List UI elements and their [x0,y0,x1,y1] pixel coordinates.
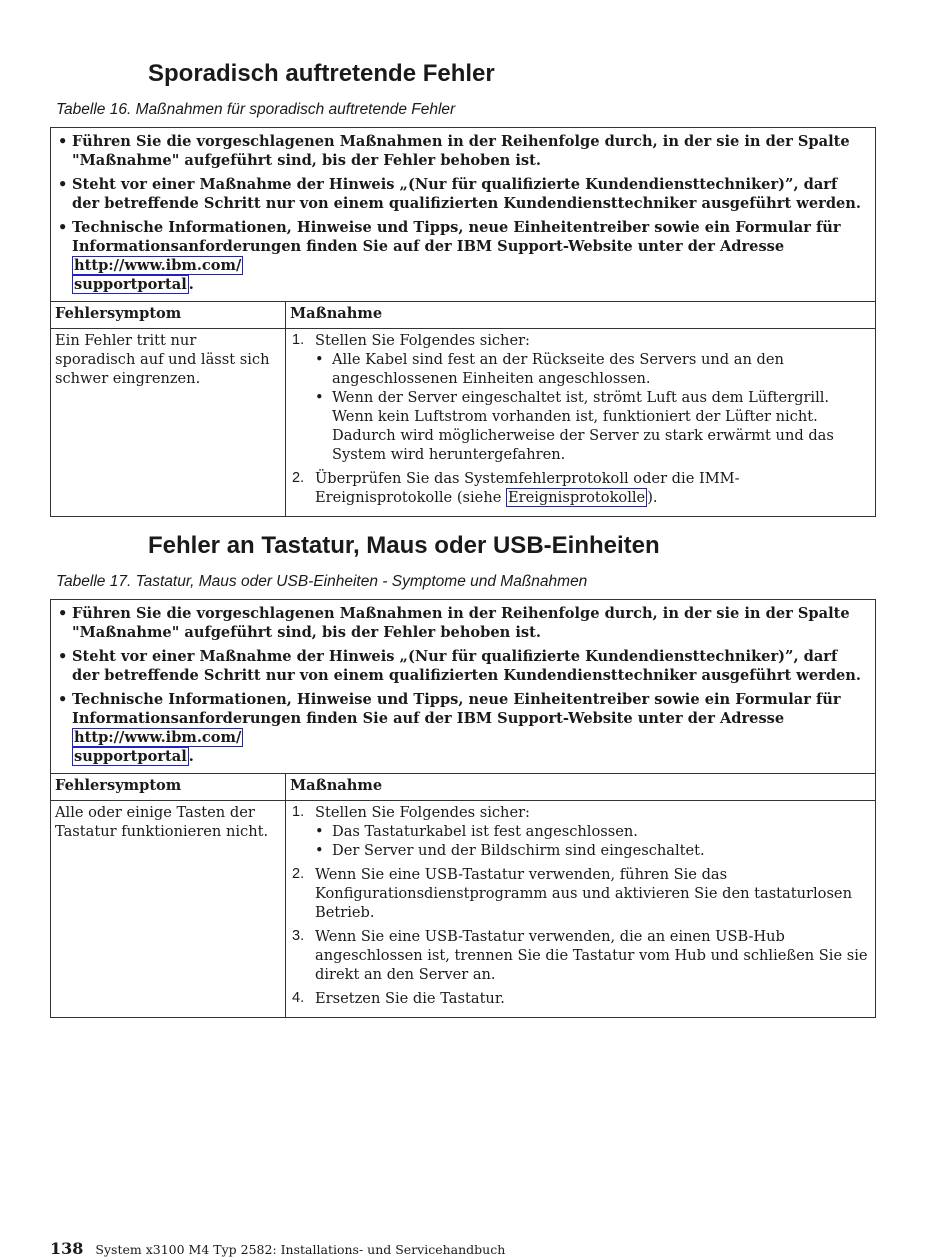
action-step: 1. Stellen Sie Folgendes sicher: • Das Tastaturkabel ist fest angeschlossen. • Der Server und der Bildschirm sind eingeschaltet. [290,803,871,860]
sub-item: • Das Tastaturkabel ist fest angeschlossen. [315,822,871,841]
table-notes [51,600,876,774]
note-item: • Steht vor einer Maßnahme der Hinweis „(Nur für qualifizierte Kundendiensttechniker)”, darf der betreffende Schritt nur von einem qualifizierten Kundendiensttechniker ausgeführt werden. [55,647,865,685]
table-caption-16: Tabelle 16. Maßnahmen für sporadisch auftretende Fehler [56,101,456,118]
sub-item: • Der Server und der Bildschirm sind eingeschaltet. [315,841,871,860]
action-cell [286,329,876,517]
column-header-symptom: Fehlersymptom [51,774,286,801]
note-item: • Technische Informationen, Hinweise und Tipps, neue Einheitentreiber sowie ein Formular für Informationsanforderungen finden Sie auf der IBM Support-Website unter der Adresse http://www.ibm.com/ supportportal . [55,690,865,766]
action-step: 1. Stellen Sie Folgendes sicher: • Alle Kabel sind fest an der Rückseite des Servers und an den angeschlossenen Einheiten angeschlossen. • Wenn der Server eingeschaltet ist, strömt Luft aus dem Lüftergrill. Wenn kein Luftstrom vorhanden ist, funktioniert der Lüfter nicht. Dadurch wird möglicherweise der Server zu stark erwärmt und das System wird heruntergefahren. [290,331,871,464]
symptom-cell: Alle oder einige Tasten der Tastatur funktionieren nicht. [51,801,286,1018]
note-item: • Steht vor einer Maßnahme der Hinweis „(Nur für qualifizierte Kundendiensttechniker)”, darf der betreffende Schritt nur von einem qualifizierten Kundendiensttechniker ausgeführt werden. [55,175,865,213]
page-number: 138 [50,1239,84,1258]
page-footer [50,1239,505,1258]
action-step: 4. Ersetzen Sie die Tastatur. [292,990,505,1007]
event-logs-link[interactable]: Ereignisprotokolle [508,489,646,506]
table-keyboard-mouse-usb [50,599,876,1018]
sub-item: • Wenn der Server eingeschaltet ist, strömt Luft aus dem Lüftergrill. Wenn kein Luftstrom vorhanden ist, funktioniert der Lüfter nicht. Dadurch wird möglicherweise der Server zu stark erwärmt und das System wird heruntergefahren. [315,388,871,464]
document-title: System x3100 M4 Typ 2582: Installations- und Servicehandbuch [95,1242,506,1257]
note-item: • Führen Sie die vorgeschlagenen Maßnahmen in der Reihenfolge durch, in der sie in der Spalte "Maßnahme" aufgeführt sind, bis der Fehler behoben ist. [55,604,865,642]
section-heading-keyboard-mouse-usb: Fehler an Tastatur, Maus oder USB-Einheiten [148,532,660,559]
note-item: • Führen Sie die vorgeschlagenen Maßnahmen in der Reihenfolge durch, in der sie in der Spalte "Maßnahme" aufgeführt sind, bis der Fehler behoben ist. [55,132,865,170]
note-item: • Technische Informationen, Hinweise und Tipps, neue Einheitentreiber sowie ein Formular für Informationsanforderungen finden Sie auf der IBM Support-Website unter der Adresse http://www.ibm.com/ supportportal . [55,218,865,294]
action-step: 2. Überprüfen Sie das Systemfehlerprotokoll oder die IMM-Ereignisprotokolle (siehe Ereignisprotokolle ). [292,470,740,506]
ibm-support-link-continued[interactable]: supportportal [74,276,187,293]
table-notes [51,128,876,302]
action-cell [286,801,876,1018]
column-header-symptom: Fehlersymptom [51,302,286,329]
table-sporadic-errors [50,127,876,517]
ibm-support-link[interactable]: http://www.ibm.com/ [74,257,242,274]
action-step: 3. Wenn Sie eine USB-Tastatur verwenden, die an einen USB-Hub angeschlossen ist, trennen Sie die Tastatur vom Hub und schließen Sie sie direkt an den Server an. [292,928,868,983]
ibm-support-link[interactable]: http://www.ibm.com/ [74,729,242,746]
column-header-action: Maßnahme [286,774,876,801]
ibm-support-link-continued[interactable]: supportportal [74,748,187,765]
action-step: 2. Wenn Sie eine USB-Tastatur verwenden, führen Sie das Konfigurationsdienstprogramm aus und aktivieren Sie den tastaturlosen Betrieb. [292,866,852,921]
column-header-action: Maßnahme [286,302,876,329]
table-caption-17: Tabelle 17. Tastatur, Maus oder USB-Einheiten - Symptome und Maßnahmen [56,573,588,590]
section-heading-sporadic: Sporadisch auftretende Fehler [148,60,495,87]
symptom-cell: Ein Fehler tritt nur sporadisch auf und lässt sich schwer eingrenzen. [51,329,286,517]
sub-item: • Alle Kabel sind fest an der Rückseite des Servers und an den angeschlossenen Einheiten angeschlossen. [315,350,871,388]
